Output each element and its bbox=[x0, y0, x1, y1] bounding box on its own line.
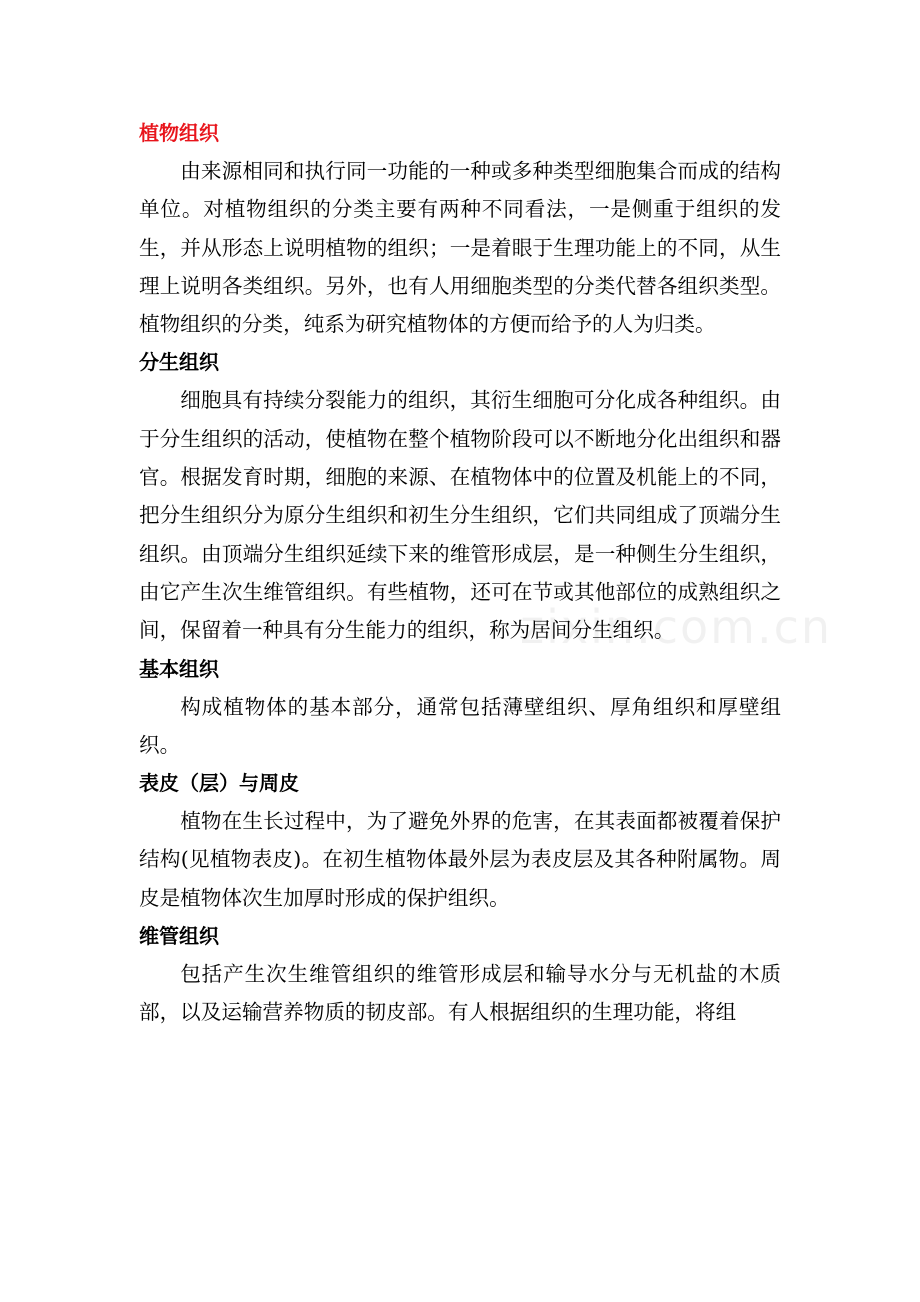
section-paragraph-vascular-tissue: 包括产生次生维管组织的维管形成层和输导水分与无机盐的木质部，以及运输营养物质的韧皮部。有人根据组织的生理功能，将组 bbox=[139, 962, 781, 1025]
section-epidermis-periderm bbox=[139, 764, 781, 917]
section-paragraph-epidermis-periderm: 植物在生长过程中，为了避免外界的危害，在其表面都被覆着保护结构(见植物表皮)。在初生植物体最外层为表皮层及其各种附属物。周皮是植物体次生加厚时形成的保护组织。 bbox=[139, 809, 781, 910]
section-ground-tissue bbox=[139, 650, 781, 765]
section-vascular-tissue bbox=[139, 917, 781, 1032]
section-heading-epidermis-periderm: 表皮（层）与周皮 bbox=[139, 771, 299, 796]
document-body bbox=[139, 114, 781, 1032]
section-heading-vascular-tissue: 维管组织 bbox=[139, 924, 219, 949]
section-heading-meristem: 分生组织 bbox=[139, 350, 219, 375]
section-paragraph-meristem: 细胞具有持续分裂能力的组织，其衍生细胞可分化成各种组织。由于分生组织的活动，使植物在整个植物阶段可以不断地分化出组织和器官。根据发育时期，细胞的来源、在植物体中的位置及机能上的不同，把分生组织分为原分生组织和初生分生组织，它们共同组成了顶端分生组织。由顶端分生组织延续下来的维管形成层，是一种侧生分生组织，由它产生次生维管组织。有些植物，还可在节或其他部位的成熟组织之间，保留着一种具有分生能力的组织，称为居间分生组织。 bbox=[139, 388, 781, 643]
section-plant-tissue bbox=[139, 114, 781, 343]
section-paragraph-plant-tissue: 由来源相同和执行同一功能的一种或多种类型细胞集合而成的结构单位。对植物组织的分类主要有两种不同看法，一是侧重于组织的发生，并从形态上说明植物的组织；一是着眼于生理功能上的不同，从生理上说明各类组织。另外，也有人用细胞类型的分类代替各组织类型。植物组织的分类，纯系为研究植物体的方便而给予的人为归类。 bbox=[139, 159, 781, 337]
section-heading-plant-tissue: 植物组织 bbox=[139, 121, 219, 145]
section-paragraph-ground-tissue: 构成植物体的基本部分，通常包括薄壁组织、厚角组织和厚壁组织。 bbox=[139, 694, 781, 757]
section-heading-ground-tissue: 基本组织 bbox=[139, 656, 219, 681]
section-meristem bbox=[139, 343, 781, 649]
watermark: zixin.com.cn bbox=[520, 600, 833, 654]
